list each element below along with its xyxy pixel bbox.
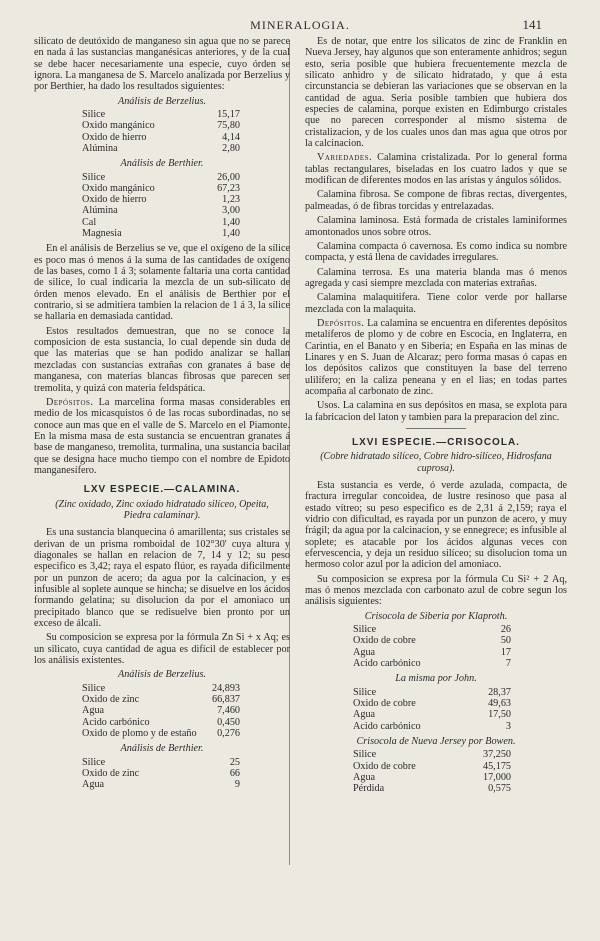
paragraph: Su composicion se expresa por la fórmula Cu Si² + 2 Aq, mas ó menos mezclada con carbonato azul de cobre segun los análisis siguientes:	[305, 573, 567, 608]
analysis-title: La misma por John.	[395, 673, 477, 685]
component-name: Agua	[353, 646, 376, 658]
analysis-row	[353, 647, 511, 658]
page-number: 141	[522, 17, 542, 32]
analysis-row	[353, 624, 511, 635]
component-name: Silice	[82, 171, 106, 183]
paragraph	[305, 318, 567, 397]
analysis-row	[82, 172, 240, 183]
component-name: Oxido de plomo y de estaño	[82, 727, 197, 739]
analysis-row	[82, 217, 240, 228]
component-name: Agua	[82, 779, 105, 791]
analysis-row	[82, 143, 240, 154]
analysis-row	[82, 132, 240, 143]
paragraph: Calamina terrosa. Es una materia blanda mas ó menos agregada y casi siempre mezclada con materias extrañas.	[305, 266, 567, 289]
component-value: 37,250	[482, 749, 511, 761]
component-name: Oxido de cobre	[353, 635, 416, 647]
component-value: 3,00	[222, 205, 240, 217]
analysis-row	[82, 120, 240, 131]
species-synonyms: (Zinc oxidado, Zinc oxiado hidratado silíceo, Opeita, Piedra calaminar).	[55, 498, 269, 521]
paragraph: Usos. La calamina en sus depósitos en masa, se explota para la fabricacion del laton y tambien para la preparacion del zinc.	[305, 400, 567, 423]
analysis-row	[82, 683, 240, 694]
component-value: 2,80	[222, 142, 240, 154]
component-value: 17,000	[482, 771, 511, 783]
analysis-table	[353, 624, 511, 669]
component-name: Acido carbónico	[353, 720, 421, 732]
analysis-row	[353, 772, 511, 783]
paragraph-text: La calamina se encuentra en diferentes depósitos metalíferos de plomo y de cobre en Escocia, en Inglaterra, en Carintia, en el Banato y en Siberia; en España en las minas de Linares y en S. Juan de Alcaraz; pero forma masas ó capas en los depósitos calizos que constituyen la base del terreno ulilífero; en la caliza peneana y en el lias; en todas partes acompaña al carbonato de zinc.	[305, 317, 567, 397]
component-value: 24,893	[211, 682, 240, 694]
analysis-row	[82, 779, 240, 790]
component-name: Oxido de zinc	[82, 694, 140, 706]
paragraph	[305, 152, 567, 186]
component-name: Silice	[82, 756, 106, 768]
component-name: Alúmina	[82, 142, 118, 154]
paragraph: Esta sustancia es verde, ó verde azulada, compacta, de fractura irregular concoidea, de lustre resinoso que pasa al estado vítreo; su peso especifico es de 2,31 á 2,159; raya el vidrio con dificultad, es rayada por un punzon de acero, y muy frágil; da agua por la calcinacion, y se ennegrece; es infusible al soplete; es atacable por los ácidos algunas veces con efervescencia, y deja un residuo silíceo; su disolucion toma un hermoso color azul por la adicion del amoniaco.	[305, 480, 567, 571]
analysis-row	[82, 109, 240, 120]
paragraph: silicato de deutóxido de manganeso sin agua que no se parece en nada á las sustancias manganésicas anteriores, y de la cual se debe hacer necesariamente una especie, cuyo órden se ignora. La manganesa de S. Marcelo analizada por Berzelius y por Berthier, ha dado los resultados siguientes:	[34, 36, 290, 93]
component-value: 17,50	[488, 709, 511, 721]
component-name: Oxido de hierro	[82, 194, 147, 206]
component-name: Oxido de zinc	[82, 767, 140, 779]
component-value: 0,450	[217, 716, 240, 728]
component-name: Acido carbónico	[82, 716, 150, 728]
analysis-row	[353, 783, 511, 794]
component-value: 17	[500, 646, 511, 658]
analysis-row	[353, 761, 511, 772]
component-value: 28,37	[488, 686, 511, 698]
analysis-row	[82, 728, 240, 739]
analysis-row	[82, 757, 240, 768]
running-header	[0, 14, 600, 32]
paragraph: Calamina malaquitifera. Tiene color verde por hallarse mezclada con la malaquita.	[305, 292, 567, 315]
analysis-row	[82, 205, 240, 216]
component-value: 0,575	[488, 783, 511, 795]
analysis-table	[82, 172, 240, 240]
component-name: Acido carbónico	[353, 658, 421, 670]
section-lead: Depósitos.	[46, 396, 94, 408]
paragraph-text: Calamina cristalizada. Por lo general forma tablas rectangulares, biseladas en los cuatro lados y que se modifican de diferentes modos en las aristas y ángulos sólidos.	[305, 152, 567, 187]
analysis-title: Análisis de Berthier.	[120, 158, 204, 170]
component-value: 1,40	[222, 228, 240, 240]
analysis-table	[353, 687, 511, 732]
component-name: Alúmina	[82, 205, 118, 217]
analysis-row	[82, 705, 240, 716]
component-name: Oxido mangánico	[82, 182, 155, 194]
component-name: Silice	[353, 749, 377, 761]
component-name: Magnesia	[82, 228, 122, 240]
analysis-title: Crisocola de Siberia por Klaproth.	[364, 610, 508, 622]
component-value: 75,80	[217, 120, 240, 132]
component-value: 66,837	[211, 694, 240, 706]
component-value: 26,00	[217, 171, 240, 183]
component-name: Oxido de cobre	[353, 697, 416, 709]
component-value: 9	[234, 779, 240, 791]
component-value: 7	[505, 658, 511, 670]
analysis-row	[353, 749, 511, 760]
paragraph-text: La marcelina forma masas considerables en medio de los micasquistos ó de las rocas subordinadas, no se conoce aun mas que en el valle de S. Marcelo en el Piamonte. En la misma masa de esta sustancia se encuentran granates á base de manganeso, tremolita, turmalina, una sustancia bacilar que se designa hace mucho tiempo con el nombre de Epidoto manganesífero.	[34, 396, 290, 476]
component-value: 0,276	[217, 727, 240, 739]
analysis-row	[353, 635, 511, 646]
analysis-row	[353, 721, 511, 732]
component-name: Pérdida	[353, 783, 385, 795]
analysis-title: Análisis de Berzelius.	[117, 95, 206, 107]
paragraph: Es una sustancia blanquecina ó amarillenta; sus cristales se derivan de un prisma romboidal de 102°30' cuya altura y diagonales se hallan en relacion de 7, 14 y 12; su peso especifico es 3,42; raya el espato flúor, es rayada dificilmente por un punzon de acero; da agua por la calcinacion, y es infusible al soplete aunque se hincha; se disuelve en los ácidos formando gelatina; su disolucion da por el amoniaco un precipitado blanco que se redisuelve bien pronto por un exceso de álcali.	[34, 527, 290, 630]
separator-rule	[406, 428, 466, 429]
paragraph: En el análisis de Berzelius se ve, que el oxígeno de la sílice es poco mas ó menos á la suma de las cantidades de oxígeno de las bases, como 1 á 3; solamente faltaria una corta cantidad de silice, lo cual indicaria la mezcla de un sub-silicato de órden menos elevado. En el análisis de Berthier por el contrario, si se admitiera tambien la relacion de 1 á 3, la sílice se hallaria en demasiada cantidad.	[34, 243, 290, 323]
component-name: Agua	[353, 709, 376, 721]
right-column	[305, 36, 567, 798]
component-name: Silice	[82, 682, 106, 694]
component-value: 26	[500, 624, 511, 636]
component-value: 25	[229, 756, 240, 768]
analysis-row	[82, 183, 240, 194]
analysis-title: Análisis de Berthier.	[120, 743, 204, 755]
component-value: 1,40	[222, 216, 240, 228]
component-name: Silice	[82, 109, 106, 121]
analysis-row	[353, 698, 511, 709]
component-value: 50	[500, 635, 511, 647]
component-name: Agua	[82, 705, 105, 717]
analysis-row	[82, 717, 240, 728]
component-name: Cal	[82, 216, 97, 228]
component-name: Agua	[353, 771, 376, 783]
component-name: Oxido de cobre	[353, 760, 416, 772]
analysis-title: Análisis de Berzelius.	[117, 669, 206, 681]
component-value: 49,63	[488, 697, 511, 709]
species-heading: LXVI ESPECIE.—CRISOCOLA.	[352, 437, 520, 448]
component-name: Silice	[353, 624, 377, 636]
paragraph: Calamina fibrosa. Se compone de fibras rectas, divergentes, palmeadas, ó de fibras torcidas y entrelazadas.	[305, 189, 567, 212]
analysis-row	[82, 228, 240, 239]
component-name: Oxido mangánico	[82, 120, 155, 132]
component-value: 3	[505, 720, 511, 732]
left-column	[34, 36, 290, 794]
analysis-title: Crisocola de Nueva Jersey por Bowen.	[356, 735, 516, 747]
species-heading: LXV ESPECIE.—CALAMINA.	[83, 484, 241, 496]
analysis-row	[82, 768, 240, 779]
analysis-table	[82, 683, 240, 739]
paragraph: Calamina laminosa. Está formada de cristales laminiformes amontonados unos sobre otros.	[305, 215, 567, 238]
analysis-row	[82, 194, 240, 205]
analysis-table	[82, 109, 240, 154]
component-value: 15,17	[217, 109, 240, 121]
section-lead: Variedades.	[317, 152, 373, 164]
running-title: MINERALOGIA.	[250, 18, 350, 32]
component-value: 7,460	[217, 705, 240, 717]
component-value: 1,23	[222, 194, 240, 206]
component-name: Oxido de hierro	[82, 131, 147, 143]
paragraph: Estos resultados demuestran, que no se conoce la composicion de esta sustancia, lo cual depende sin duda de que las materias que se han podido analizar se hallan mezcladas con sustancias extrañas con granates á base de manganesa, con materias blancas fibrosas que parecen ser tremolita, y quizá con materia feldspática.	[34, 325, 290, 394]
paragraph: Su composicion se expresa por la fórmula Zn Si + x Aq; es un silicato, cuya cantidad de agua es difícil de establecer por los análisis existentes.	[34, 632, 290, 667]
paragraph	[34, 397, 290, 476]
component-value: 66	[229, 767, 240, 779]
analysis-row	[82, 694, 240, 705]
component-value: 4,14	[222, 131, 240, 143]
component-name: Silice	[353, 686, 377, 698]
section-lead: Depósitos.	[317, 317, 365, 329]
species-synonyms: (Cobre hidratado silíceo, Cobre hidro-silíceo, Hidrosfana cuprosa).	[320, 451, 552, 474]
analysis-row	[353, 658, 511, 669]
paragraph: Calamina compacta ó cavernosa. Es como indica su nombre compacta, y está llena de cavidades irregulares.	[305, 240, 567, 264]
paragraph: Es de notar, que entre los silicatos de zinc de Franklin en Nueva Jersey, hay algunos que son enteramente anhidros; segun esto, seria posible que hubiera frecuentemente mezcla de silicato anhidro y de silicato hidratado, y que á esta circunstancia se debieran las variaciones que se observan en la cantidad de agua. Seria posible tambien que hubiera dos especies de calamina, porque existen en Edimburgo cristales que no parecen corresponder al mismo sistema de cristalizacion, y de los cuales unos dan mas agua que otros por la calcinacion.	[305, 36, 567, 150]
analysis-table	[82, 757, 240, 791]
analysis-row	[353, 709, 511, 720]
component-value: 67,23	[217, 182, 240, 194]
analysis-row	[353, 687, 511, 698]
analysis-table	[353, 749, 511, 794]
component-value: 45,175	[482, 760, 511, 772]
